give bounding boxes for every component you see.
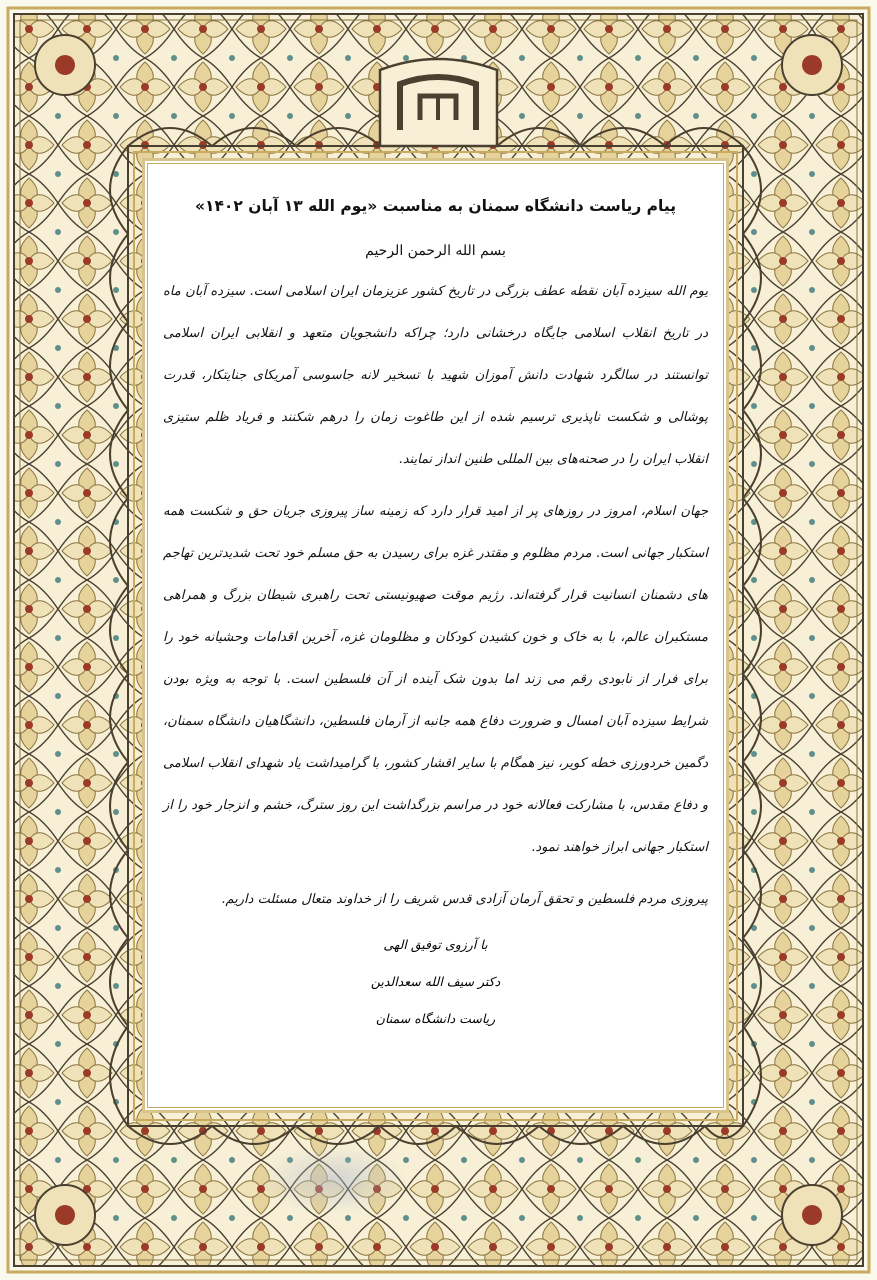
document-panel	[142, 158, 729, 1113]
paragraph-3: پیروزی مردم فلسطین و تحقق آرمان آزادی قدس شریف را از خداوند متعال مسئلت داریم.	[221, 892, 708, 907]
signature-closing: با آرزوی توفیق الهی	[383, 937, 488, 952]
stamp-mark	[258, 1145, 408, 1215]
signature-block	[145, 937, 726, 1048]
university-logo-emblem	[380, 59, 497, 146]
signature-position: ریاست دانشگاه سمنان	[375, 1011, 496, 1026]
document-title: پیام ریاست دانشگاه سمنان به مناسبت «یوم الله ۱۳ آبان ۱۴۰۲»	[194, 197, 677, 215]
signature-name: دکتر سیف الله سعدالدین	[370, 974, 501, 989]
basmala: بسم الله الرحمن الرحیم	[365, 243, 506, 259]
paragraph-1: یوم الله سیزده آبان نقطه عطف بزرگی در تاریخ کشور عزیزمان ایران اسلامی است. سیزده آبان ماه در تاریخ انقلاب اسلامی جایگاه درخشانی دارد؛ چراکه دانشجویان متعهد و انقلابی ایران اسلامی توانستند در سالگرد شهادت دانش آموزان شهید با تسخیر لانه جاسوسی آمریکای جنایتکار، قدرت پوشالی و شکست ناپذیری ترسیم شده از این طاغوت زمان را درهم شکنند و فریاد ظلم ستیزی انقلاب ایران را در صحنه‌های بین المللی طنین انداز نمایند.	[163, 284, 708, 467]
paragraph-2: جهان اسلام، امروز در روزهای پر از امید قرار دارد که زمینه ساز پیروزی جریان حق و شکست همه استکبار جهانی است. مردم مظلوم و مقتدر غزه برای رسیدن به حق مسلم خود تحت شدیدترین تهاجم های دشمنان انسانیت قرار گرفته‌اند. رژیم موقت صهیونیستی تحت راهبری شیطان بزرگ و همراهی مستکبران عالم، با به خاک و خون کشیدن کودکان و مظلومان غزه، آخرین اقدامات وحشیانه خود را برای فرار از نابودی رقم می زند اما بدون شک آینده از آن فلسطین است. با توجه به ویژه بودن شرایط سیزده آبان امسال و ضرورت دفاع همه جانبه از آرمان فلسطین، دانشگاهیان دانشگاه سمنان، دگمین خردورزی خطه کویر، نیز همگام با سایر اقشار کشور، با گرامیداشت یاد شهدای انقلاب اسلامی و دفاع مقدس، با مشارکت فعالانه خود در مراسم بزرگداشت این روز سترگ، خشم و انزجار خود را از استکبار جهانی ابراز خواهند نمود.	[163, 504, 708, 855]
document-content	[163, 197, 708, 931]
